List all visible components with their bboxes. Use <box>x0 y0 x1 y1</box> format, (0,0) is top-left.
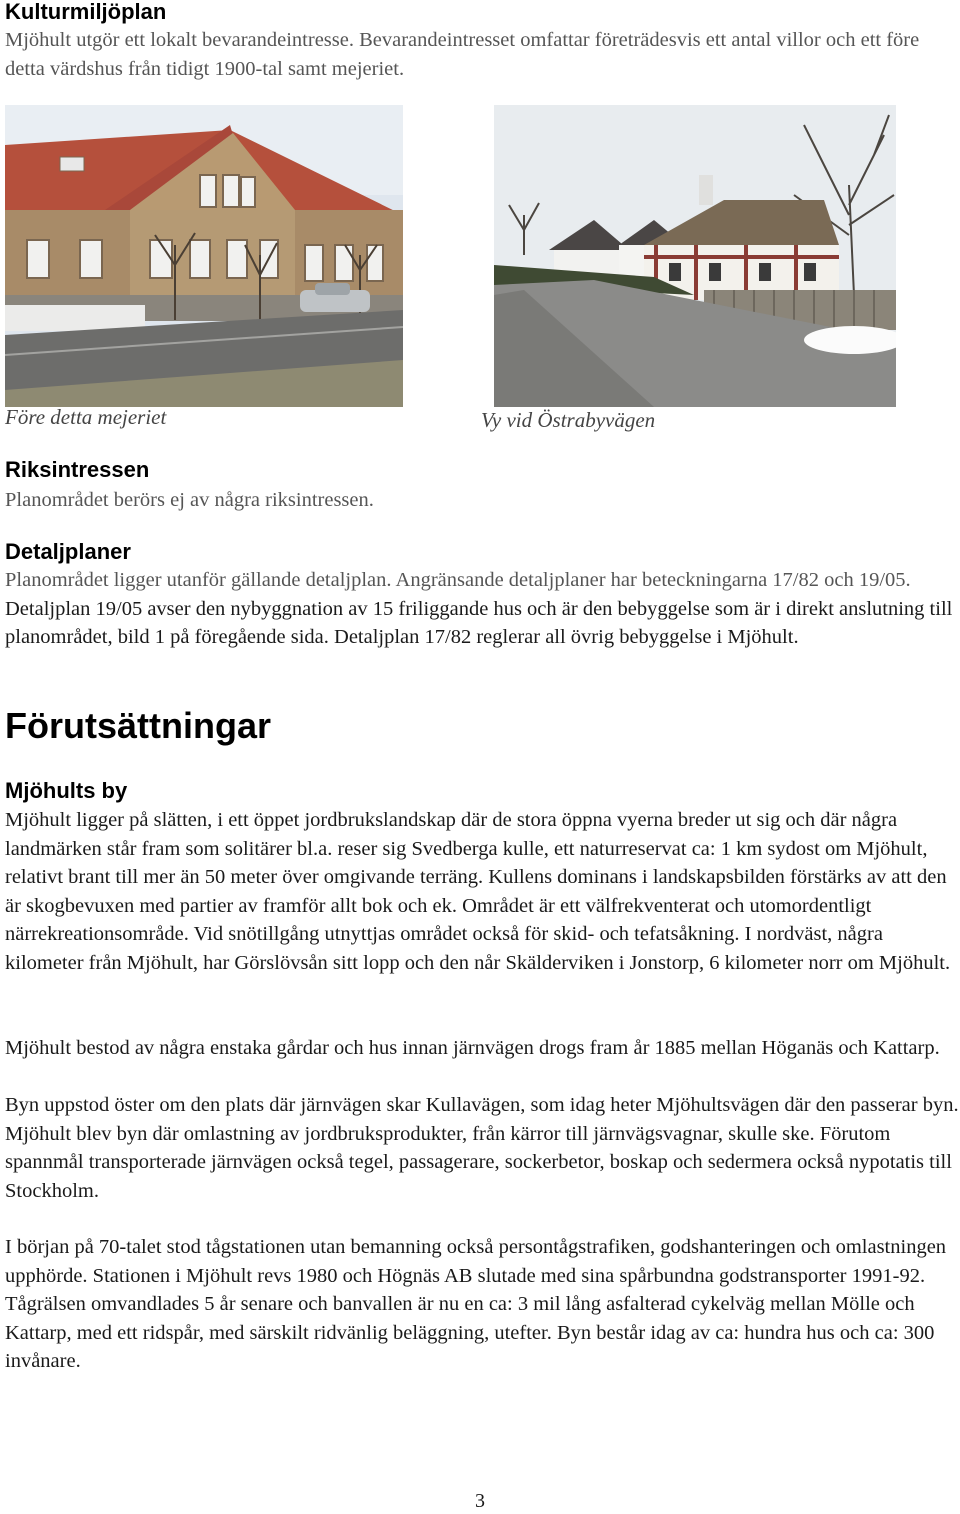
mjohults-by-para3: Byn uppstod öster om den plats där järnvägen skar Kullavägen, som idag heter Mjöhultsvägen där den passerar byn. Mjöhult blev byn där omlastning av jordbruksprodukter, från kärror till järnvägsvagnar, skulle ske. Förutom spannmål transporterade järnvägen också tegel, passagerare, sockerbetor, boskap och sedermera också nypotatis till Stockholm. <box>5 1094 959 1202</box>
mjohults-by-para1: Mjöhult ligger på slätten, i ett öppet jordbrukslandskap där de stora öppna vyerna breder ut sig och där några landmärken står fram som solitärer bl.a. reser sig Svedberga kulle, ett naturreservat ca: 1 km sydost om Mjöhult, relativt brant till mer än 50 meter över omgivande terräng. Kullens dominans i landskapsbilden förstärks av att den är skogbevuxen med partier av framför allt bok och ek. Området är ett välfrekventerat och utomordentligt närrekreationsområde. Vid snötillgång utnyttjas området också för skid- och tefatsåkning. I nordväst, några kilometer från Mjöhult, har Görslövsån sitt lopp och den når Skälderviken i Jonstorp, 6 kilometer norr om Mjöhult. <box>5 809 951 974</box>
heading-kulturmiljoplan: Kulturmiljöplan <box>5 0 167 24</box>
caption-dairy: Före detta mejeriet <box>5 405 167 429</box>
riksintressen-text: Planområdet berörs ej av några riksintressen. <box>5 489 374 511</box>
caption-street: Vy vid Östrabyvägen <box>481 408 656 432</box>
detaljplaner-text-grey: Planområdet ligger utanför gällande detaljplan. Angränsande detaljplaner har beteckningarna 17/82 och 19/05. <box>5 569 911 591</box>
heading-detaljplaner: Detaljplaner <box>5 539 131 564</box>
detaljplaner-text-dark: Detaljplan 19/05 avser den nybyggnation av 15 friliggande hus och är den bebyggelse som är i direkt anslutning till planområdet, bild 1 på föregående sida. Detaljplan 17/82 reglerar all övrig bebyggelse i Mjöhult. <box>5 597 953 649</box>
kulturmiljo-text: Mjöhult utgör ett lokalt bevarandeintresse. Bevarandeintresset omfattar företrädesvis ett antal villor och ett före detta värdshus från tidigt 1900-tal samt mejeriet. <box>5 29 920 80</box>
photo-street-houses <box>494 105 896 407</box>
heading-mjohults-by: Mjöhults by <box>5 778 128 803</box>
mjohults-by-para4: I början på 70-talet stod tågstationen utan bemanning också persontågstrafiken, godshanteringen och omlastningen upphörde. Stationen i Mjöhult revs 1980 och Högnäs AB slutade med sina spårbundna godstransporter 1991-92. Tågrälsen omvandlades 5 år senare och banvallen är nu en ca: 3 mil lång asfalterad cykelväg mellan Mölle och Kattarp, med ett ridspår, med särskilt ridvänlig beläggning, utefter. Byn består idag av ca: hundra hus och ca: 300 invånare. <box>5 1236 947 1373</box>
detaljplaner-text <box>5 566 960 652</box>
mjohults-by-para2: Mjöhult bestod av några enstaka gårdar och hus innan järnvägen drogs fram år 1885 mellan Höganäs och Kattarp. <box>5 1037 940 1059</box>
heading-riksintressen: Riksintressen <box>5 457 150 482</box>
heading-forutsattningar: Förutsättningar <box>5 705 271 746</box>
photo-dairy-building <box>5 105 403 407</box>
page-number: 3 <box>475 1490 485 1512</box>
